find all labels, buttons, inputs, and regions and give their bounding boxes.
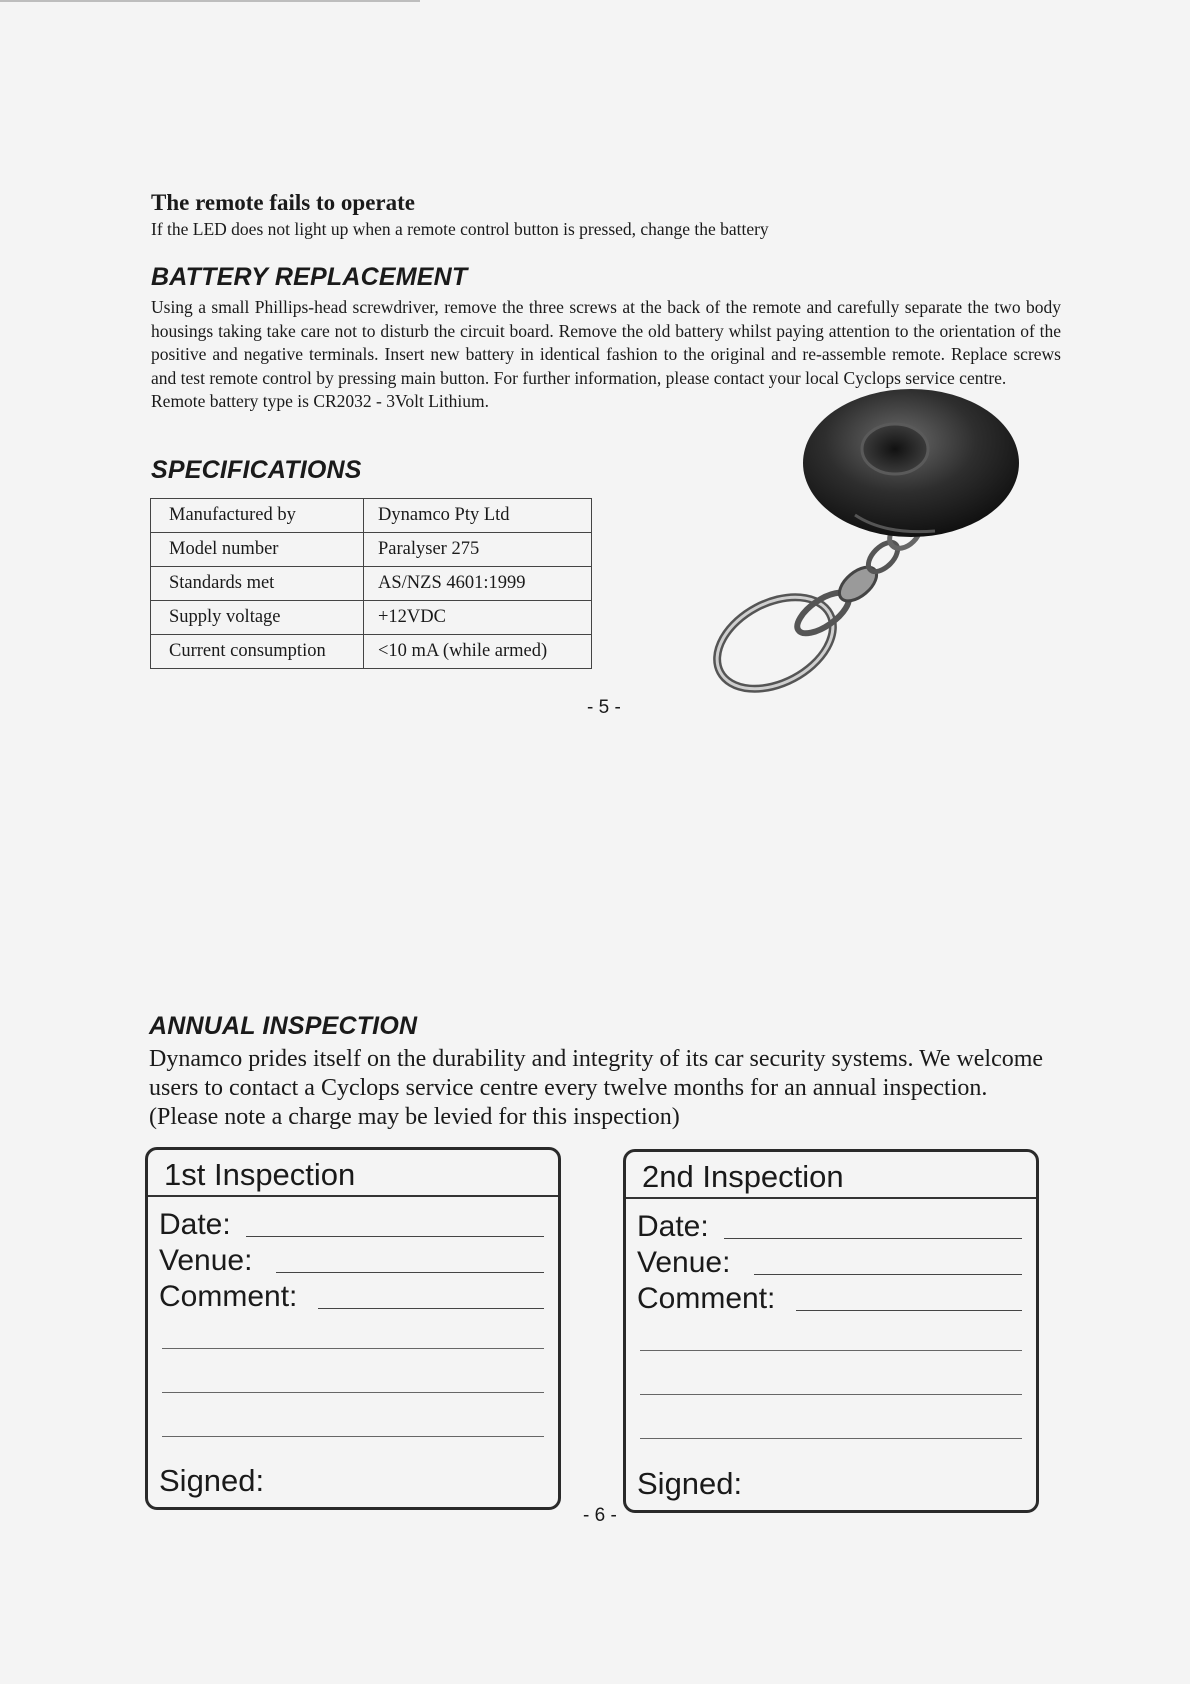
spec-label: Standards met bbox=[151, 567, 364, 601]
comment-line bbox=[318, 1308, 544, 1309]
inspection-title: 2nd Inspection bbox=[626, 1152, 1036, 1199]
venue-line bbox=[754, 1274, 1022, 1275]
signed-label: Signed: bbox=[159, 1463, 265, 1498]
annual-heading: ANNUAL INSPECTION bbox=[149, 1012, 418, 1040]
spec-label: Manufactured by bbox=[151, 499, 364, 533]
inspection-box-1 bbox=[145, 1147, 561, 1510]
battery-text: Using a small Phillips-head screwdriver, remove the three screws at the back of the remote and carefully separate the two body housings taking take care not to disturb the circuit board. Remove the old battery whilst paying attention to the orientation of the positive and negative terminals. Insert new battery in identical fashion to the original and re-assemble remote. Replace screws and test remote control by pressing main button. For further information, please contact your local Cyclops service centre. bbox=[151, 297, 1061, 388]
comment-label: Comment: bbox=[637, 1282, 776, 1315]
spec-label: Current consumption bbox=[151, 635, 364, 669]
scan-edge-line bbox=[0, 0, 420, 2]
specs-heading: SPECIFICATIONS bbox=[151, 456, 362, 484]
specs-table bbox=[150, 498, 592, 669]
inspection-box-2 bbox=[623, 1149, 1039, 1513]
date-label: Date: bbox=[159, 1208, 231, 1241]
spec-value: Paralyser 275 bbox=[364, 533, 592, 567]
spec-value: <10 mA (while armed) bbox=[364, 635, 592, 669]
table-row bbox=[151, 567, 592, 601]
battery-type: Remote battery type is CR2032 - 3Volt Lithium. bbox=[151, 391, 489, 411]
signed-label: Signed: bbox=[637, 1466, 743, 1501]
comment-label: Comment: bbox=[159, 1280, 298, 1313]
page-number-6: - 6 - bbox=[583, 1505, 617, 1526]
remote-button-icon bbox=[862, 424, 928, 474]
remote-fail-section bbox=[151, 190, 1061, 242]
venue-label: Venue: bbox=[637, 1246, 731, 1279]
remote-keyfob-image bbox=[695, 385, 1025, 695]
date-line bbox=[724, 1238, 1022, 1239]
annual-section bbox=[149, 1012, 1059, 1132]
date-field[interactable] bbox=[626, 1209, 1036, 1245]
keyring-icon bbox=[701, 512, 926, 695]
inspection-title: 1st Inspection bbox=[148, 1150, 558, 1197]
spec-value: +12VDC bbox=[364, 601, 592, 635]
annual-text: Dynamco prides itself on the durability and integrity of its car security systems. We welcome users to contact a Cyclops service centre every twelve months for an annual inspection. (Please note a charge may be levied for this inspection) bbox=[149, 1046, 1044, 1130]
venue-line bbox=[276, 1272, 544, 1273]
comment-field[interactable] bbox=[148, 1279, 558, 1315]
table-row bbox=[151, 533, 592, 567]
remote-fail-text: If the LED does not light up when a remote control button is pressed, change the battery bbox=[151, 219, 769, 239]
comment-field[interactable] bbox=[626, 1281, 1036, 1317]
comment-blank-line bbox=[162, 1348, 544, 1349]
spec-value: Dynamco Pty Ltd bbox=[364, 499, 592, 533]
venue-field[interactable] bbox=[148, 1243, 558, 1279]
table-row bbox=[151, 499, 592, 533]
spec-label: Supply voltage bbox=[151, 601, 364, 635]
comment-blank-line bbox=[162, 1392, 544, 1393]
date-field[interactable] bbox=[148, 1207, 558, 1243]
table-row bbox=[151, 601, 592, 635]
comment-blank-line bbox=[640, 1350, 1022, 1351]
page-number-5: - 5 - bbox=[587, 697, 621, 718]
venue-label: Venue: bbox=[159, 1244, 253, 1277]
comment-line bbox=[796, 1310, 1022, 1311]
remote-fail-heading: The remote fails to operate bbox=[151, 190, 415, 215]
spec-label: Model number bbox=[151, 533, 364, 567]
venue-field[interactable] bbox=[626, 1245, 1036, 1281]
battery-heading: BATTERY REPLACEMENT bbox=[151, 263, 468, 291]
date-label: Date: bbox=[637, 1210, 709, 1243]
table-row bbox=[151, 635, 592, 669]
date-line bbox=[246, 1236, 544, 1237]
comment-blank-line bbox=[162, 1436, 544, 1437]
comment-blank-line bbox=[640, 1438, 1022, 1439]
spec-value: AS/NZS 4601:1999 bbox=[364, 567, 592, 601]
comment-blank-line bbox=[640, 1394, 1022, 1395]
